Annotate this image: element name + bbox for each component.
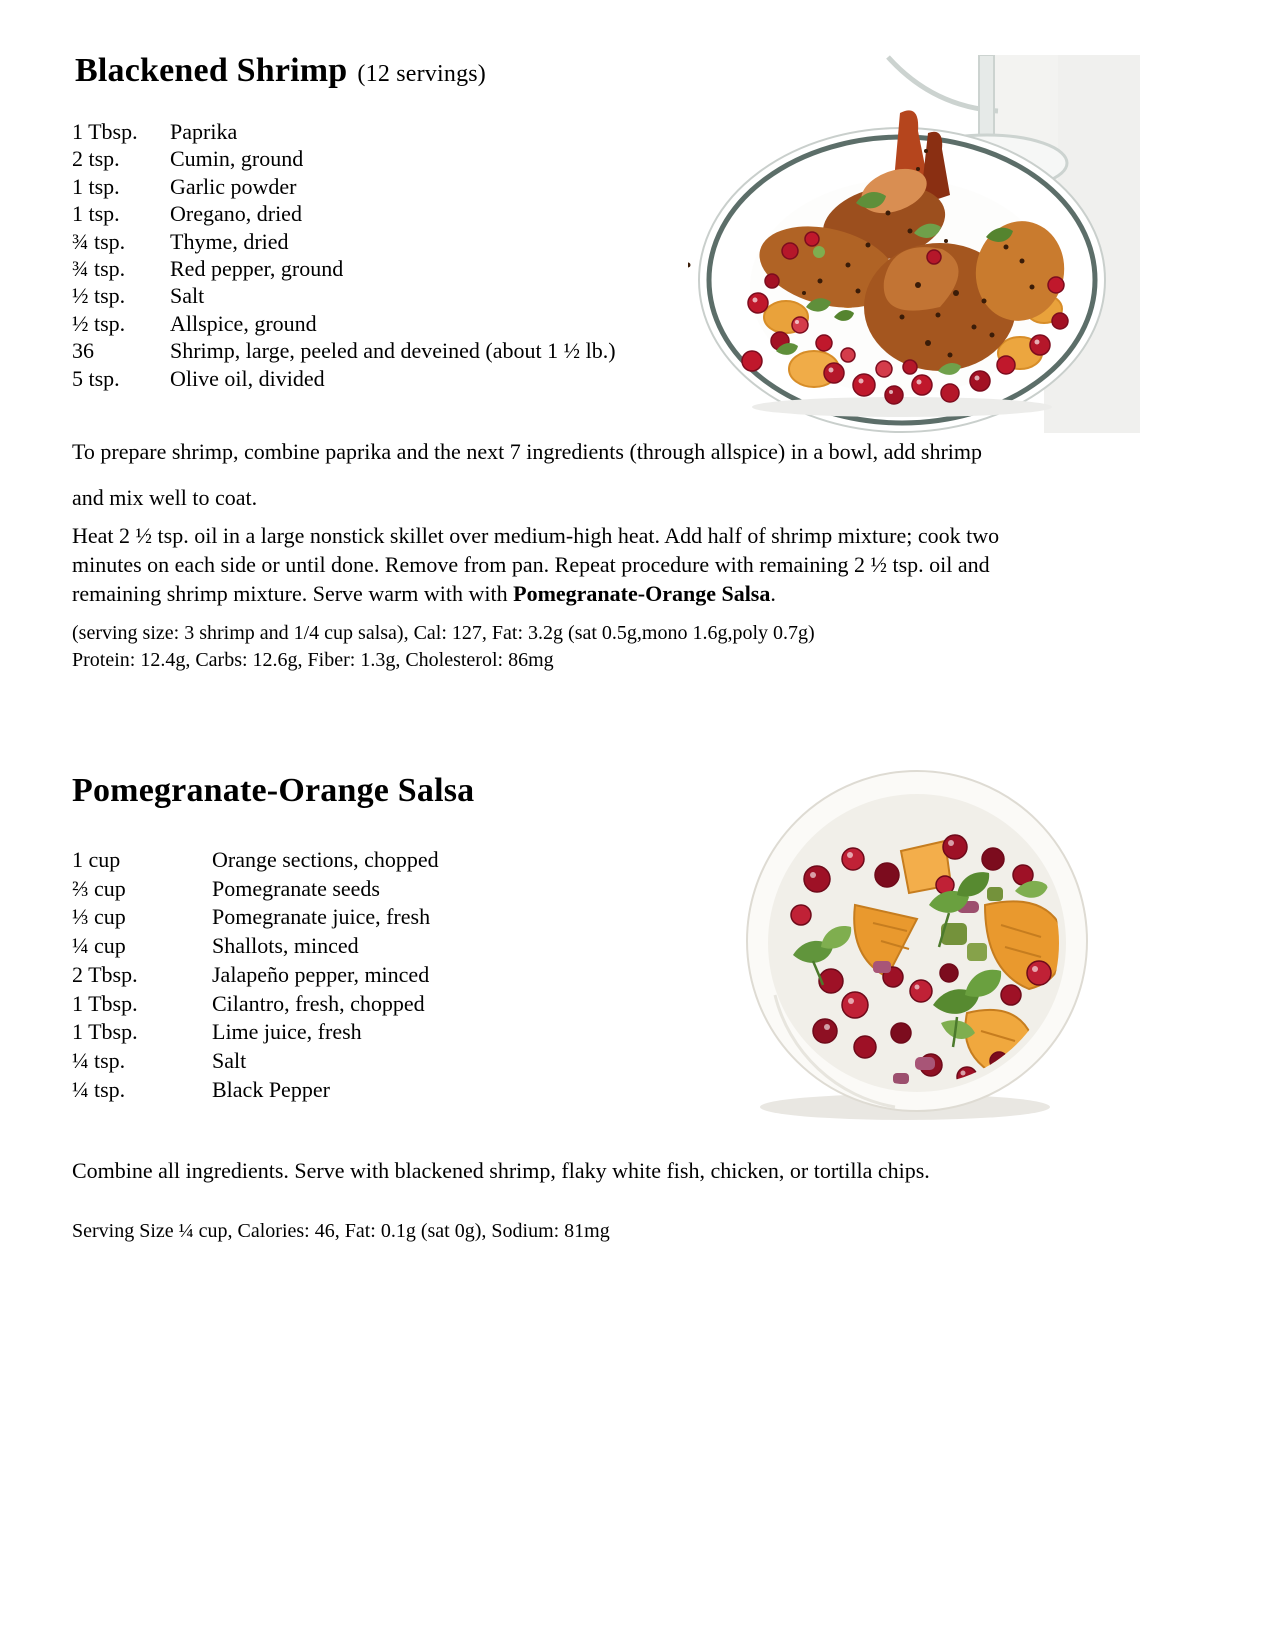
ingredient-qty: ⅓ cup bbox=[72, 904, 126, 930]
ingredient-row bbox=[72, 173, 616, 200]
ingredient-item: Paprika bbox=[170, 119, 238, 144]
ingredient-row bbox=[72, 1076, 439, 1105]
ingredient-item: Red pepper, ground bbox=[170, 256, 344, 282]
step-line: and mix well to coat. bbox=[72, 485, 258, 510]
ingredient-qty: 1 cup bbox=[72, 847, 121, 872]
ingredient-row bbox=[72, 875, 439, 904]
shrimp-photo-illustration bbox=[688, 55, 1140, 433]
ingredient-item: Jalapeño pepper, minced bbox=[212, 961, 430, 987]
ingredient-qty: 1 tsp. bbox=[72, 173, 120, 199]
ingredient-row bbox=[72, 365, 616, 392]
recipe-title-text: Pomegranate-Orange Salsa bbox=[72, 772, 475, 809]
ingredient-qty: ½ tsp. bbox=[72, 283, 126, 309]
ingredient-item: Oregano, dried bbox=[170, 201, 302, 227]
ingredient-item: Lime juice, fresh bbox=[212, 1019, 362, 1045]
shrimp-ingredient-list bbox=[72, 118, 616, 392]
ingredient-row bbox=[72, 990, 439, 1019]
nutrition-line: (serving size: 3 shrimp and 1/4 cup salsa), Cal: 127, Fat: 3.2g (sat 0.5g,mono 1.6g,poly 0.7g) bbox=[72, 622, 815, 644]
ingredient-item: Salt bbox=[212, 1047, 247, 1073]
ingredient-qty: ¼ tsp. bbox=[72, 1076, 126, 1102]
step-line: To prepare shrimp, combine paprika and the next 7 ingredients (through allspice) in a bowl, add shrimp bbox=[72, 439, 982, 464]
ingredient-qty: 1 Tbsp. bbox=[72, 990, 138, 1016]
blackened-shrimp-photo bbox=[688, 55, 1140, 433]
ingredient-row bbox=[72, 310, 616, 337]
ingredient-item: Allspice, ground bbox=[170, 310, 317, 336]
salsa-photo-illustration bbox=[705, 755, 1105, 1127]
ingredient-row bbox=[72, 932, 439, 961]
shrimp-step-2 bbox=[72, 521, 999, 608]
salsa-cross-reference: Pomegranate-Orange Salsa bbox=[513, 581, 771, 606]
ingredient-row bbox=[72, 118, 616, 145]
ingredient-qty: 2 tsp. bbox=[72, 146, 120, 172]
ingredient-row bbox=[72, 337, 616, 364]
ingredient-item: Olive oil, divided bbox=[170, 365, 325, 391]
ingredient-row bbox=[72, 961, 439, 990]
pomegranate-orange-salsa-photo bbox=[705, 755, 1105, 1127]
recipe-title-pomegranate-orange-salsa bbox=[72, 772, 474, 810]
ingredient-qty: ½ tsp. bbox=[72, 310, 126, 336]
ingredient-row bbox=[72, 1018, 439, 1047]
shrimp-step-1 bbox=[72, 437, 982, 512]
step-line: remaining shrimp mixture. Serve warm with with Pomegranate-Orange Salsa. bbox=[72, 581, 776, 606]
ingredient-item: Pomegranate seeds bbox=[212, 875, 380, 901]
ingredient-qty: ¼ tsp. bbox=[72, 1047, 126, 1073]
ingredient-qty: 5 tsp. bbox=[72, 365, 120, 391]
ingredient-qty: ¾ tsp. bbox=[72, 256, 126, 282]
ingredient-qty: 1 tsp. bbox=[72, 201, 120, 227]
ingredient-item: Salt bbox=[170, 283, 205, 309]
recipe-title-blackened-shrimp bbox=[75, 52, 486, 90]
ingredient-row bbox=[72, 200, 616, 227]
ingredient-qty: ⅔ cup bbox=[72, 875, 126, 901]
ingredient-row bbox=[72, 1047, 439, 1076]
nutrition-line: Serving Size ¼ cup, Calories: 46, Fat: 0.1g (sat 0g), Sodium: 81mg bbox=[72, 1220, 610, 1242]
ingredient-row bbox=[72, 145, 616, 172]
ingredient-item: Pomegranate juice, fresh bbox=[212, 904, 431, 930]
ingredient-item: Shrimp, large, peeled and deveined (about 1 ½ lb.) bbox=[170, 338, 616, 364]
ingredient-item: Thyme, dried bbox=[170, 228, 289, 254]
ingredient-item: Cilantro, fresh, chopped bbox=[212, 990, 425, 1016]
ingredient-item: Cumin, ground bbox=[170, 146, 304, 172]
ingredient-qty: 1 Tbsp. bbox=[72, 119, 138, 144]
ingredient-qty: ¾ tsp. bbox=[72, 228, 126, 254]
servings-note: (12 servings) bbox=[357, 61, 486, 87]
ingredient-row bbox=[72, 228, 616, 255]
recipe-title-text: Blackened Shrimp bbox=[75, 52, 348, 89]
ingredient-qty: 2 Tbsp. bbox=[72, 961, 138, 987]
ingredient-item: Black Pepper bbox=[212, 1076, 330, 1102]
ingredient-row bbox=[72, 846, 439, 875]
step-line: Combine all ingredients. Serve with blackened shrimp, flaky white fish, chicken, or tortilla chips. bbox=[72, 1158, 930, 1183]
step-line: minutes on each side or until done. Remove from pan. Repeat procedure with remaining 2 ½ tsp. oil and bbox=[72, 552, 990, 577]
ingredient-qty: 36 bbox=[72, 338, 94, 364]
nutrition-line: Protein: 12.4g, Carbs: 12.6g, Fiber: 1.3g, Cholesterol: 86mg bbox=[72, 649, 554, 671]
salsa-ingredient-list bbox=[72, 846, 439, 1104]
salsa-instruction bbox=[72, 1156, 930, 1185]
step-line: Heat 2 ½ tsp. oil in a large nonstick skillet over medium-high heat. Add half of shrimp mixture; cook two bbox=[72, 523, 1000, 548]
ingredient-row bbox=[72, 282, 616, 309]
ingredient-qty: ¼ cup bbox=[72, 933, 126, 959]
ingredient-qty: 1 Tbsp. bbox=[72, 1019, 138, 1045]
ingredient-item: Orange sections, chopped bbox=[212, 847, 439, 872]
shrimp-nutrition-info bbox=[72, 620, 815, 674]
ingredient-row bbox=[72, 255, 616, 282]
salsa-nutrition-info bbox=[72, 1218, 610, 1245]
ingredient-item: Garlic powder bbox=[170, 173, 297, 199]
ingredient-row bbox=[72, 903, 439, 932]
ingredient-item: Shallots, minced bbox=[212, 933, 359, 959]
